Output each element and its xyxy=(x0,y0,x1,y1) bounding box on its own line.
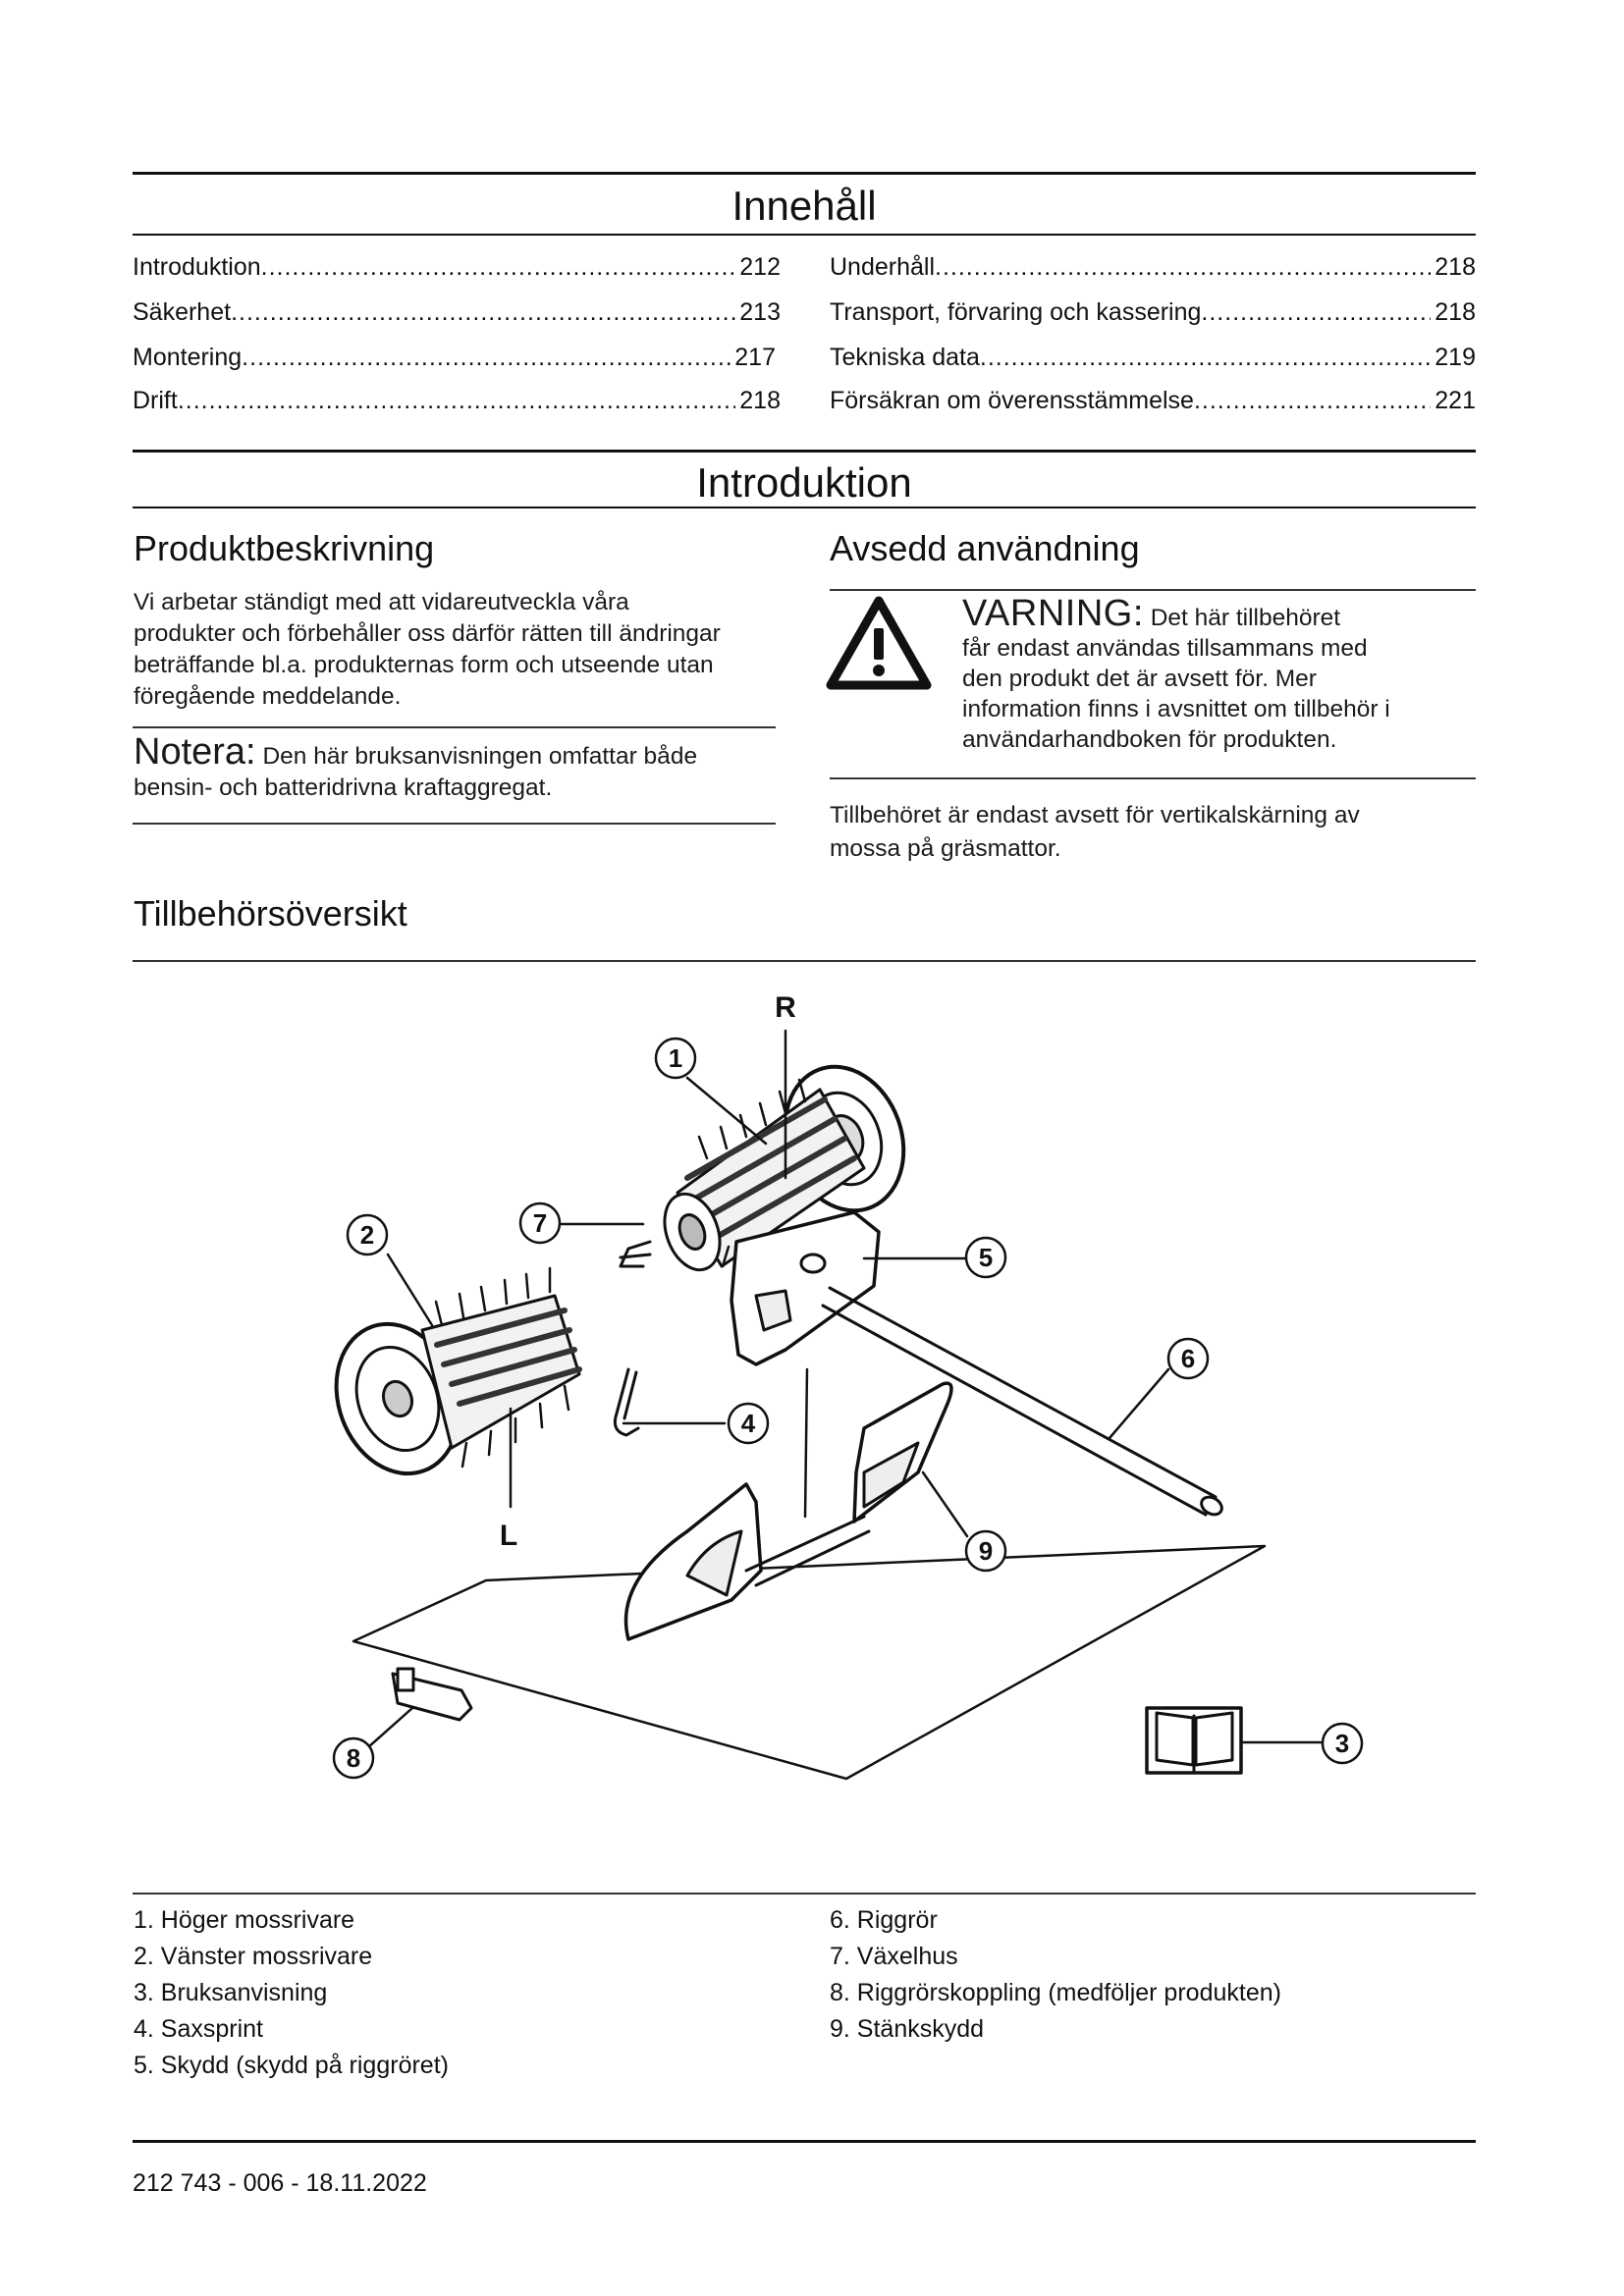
notera-top-rule xyxy=(133,726,776,728)
toc-entry[interactable] xyxy=(830,387,1476,415)
footer-doc-id: 212 743 - 006 - 18.11.2022 xyxy=(133,2169,427,2197)
toc-entry-label: Tekniska data xyxy=(830,344,980,371)
callout-3: 3 xyxy=(1334,1729,1350,1758)
manual-book-icon xyxy=(1147,1708,1241,1773)
avsedd-heading: Avsedd användning xyxy=(830,528,1140,568)
ground-plane-outline xyxy=(353,1546,1265,1779)
legend-item: 4. Saxsprint xyxy=(134,2015,264,2043)
produktbeskrivning-heading: Produktbeskrivning xyxy=(134,528,435,568)
produktbeskrivning-text: Vi arbetar ständigt med att vidareutveckla våra produkter och förbehåller oss därför rätten till ändringar beträffande bl.a. produkternas form och utseende utan föregående meddelande. xyxy=(134,589,721,710)
toc-entry-page: 218 xyxy=(1435,298,1476,326)
gear-housing-drawing xyxy=(621,1242,650,1266)
toc-entry-label: Drift xyxy=(133,387,178,414)
overview-heading: Tillbehörsöversikt xyxy=(134,893,407,934)
callout-1: 1 xyxy=(668,1043,683,1073)
callout-4: 4 xyxy=(740,1409,756,1438)
cotter-pin-drawing xyxy=(615,1369,638,1435)
legend-item: 8. Riggrörskoppling (medföljer produkten) xyxy=(830,1979,1281,2006)
notera-bottom-rule xyxy=(133,823,776,825)
callout-9: 9 xyxy=(978,1536,994,1566)
callout-5: 5 xyxy=(978,1243,994,1272)
varning-box: VARNING: Det här tillbehöret får endast användas tillsammans med den produkt det är avsett för. Mer information finns i avsnittet om tillbehör i användarhandboken för produkten. xyxy=(962,593,1390,753)
toc-entry[interactable] xyxy=(133,298,781,327)
shaft-coupling-drawing xyxy=(393,1669,471,1720)
callout-2: 2 xyxy=(359,1220,375,1250)
toc-entry-label: Säkerhet xyxy=(133,298,232,326)
toc-entry[interactable] xyxy=(133,344,776,372)
toc-entry-label: Försäkran om överensstämmelse xyxy=(830,387,1194,414)
alignment-line xyxy=(805,1369,807,1517)
toc-entry[interactable] xyxy=(830,344,1476,372)
varning-bottom-rule xyxy=(830,777,1476,779)
callout-6: 6 xyxy=(1180,1344,1196,1373)
overview-heading-rule xyxy=(133,960,1476,962)
toc-title-rule xyxy=(133,234,1476,236)
label-R: R xyxy=(775,991,796,1024)
intro-top-rule xyxy=(133,450,1476,453)
left-dethatcher-drawing xyxy=(316,1268,579,1491)
toc-entry-label: Transport, förvaring och kassering xyxy=(830,298,1202,326)
legend-item: 1. Höger mossrivare xyxy=(134,1906,355,1934)
usage-text: Tillbehöret är endast avsett för vertikalskärning av mossa på gräsmattor. xyxy=(830,802,1360,862)
notera-line2: bensin- och batteridrivna kraftaggregat. xyxy=(134,774,553,801)
callout-8: 8 xyxy=(346,1743,361,1773)
toc-entry-label: Introduktion xyxy=(133,253,261,281)
legend-left xyxy=(134,1902,449,2084)
toc-top-rule xyxy=(133,172,1476,175)
toc-entry-page: 213 xyxy=(739,298,781,326)
legend-item: 3. Bruksanvisning xyxy=(134,1979,328,2006)
legend-item: 6. Riggrör xyxy=(830,1906,938,1934)
toc-title: Innehåll xyxy=(731,183,877,229)
legend-top-rule xyxy=(133,1893,1476,1895)
varning-top-rule xyxy=(830,589,1476,591)
legend-right xyxy=(830,1902,1281,2048)
toc-entry-page: 212 xyxy=(739,253,781,281)
toc-entry[interactable] xyxy=(133,253,781,282)
footer-rule xyxy=(133,2140,1476,2143)
label-L: L xyxy=(499,1520,518,1552)
toc-entry-label: Underhåll xyxy=(830,253,936,281)
notera-box xyxy=(134,731,782,804)
legend-item: 2. Vänster mossrivare xyxy=(134,1943,373,1970)
legend-item: 7. Växelhus xyxy=(830,1943,958,1970)
notera-line1: Den här bruksanvisningen omfattar både xyxy=(262,743,698,770)
toc-entry[interactable] xyxy=(830,253,1476,282)
warning-triangle-icon xyxy=(825,595,933,693)
toc-entry-label: Montering xyxy=(133,344,243,371)
splash-guard-drawing xyxy=(626,1383,952,1639)
toc-entry-page: 217 xyxy=(734,344,776,371)
toc-entry[interactable] xyxy=(133,387,781,415)
toc-entry[interactable] xyxy=(830,298,1476,327)
varning-label: VARNING: xyxy=(962,593,1144,634)
toc-entry-page: 218 xyxy=(1435,253,1476,281)
intro-title: Introduktion xyxy=(696,459,912,506)
toc-entry-page: 218 xyxy=(739,387,781,414)
accessory-diagram xyxy=(0,972,1624,1836)
toc-entry-page: 219 xyxy=(1435,344,1476,371)
notera-label: Notera: xyxy=(134,731,256,773)
legend-item: 9. Stänkskydd xyxy=(830,2015,985,2043)
toc-entry-page: 221 xyxy=(1435,387,1476,414)
intro-title-rule xyxy=(133,507,1476,508)
varning-first: Det här tillbehöret xyxy=(1150,605,1341,631)
legend-item: 5. Skydd (skydd på riggröret) xyxy=(134,2052,449,2079)
callout-7: 7 xyxy=(532,1208,548,1238)
